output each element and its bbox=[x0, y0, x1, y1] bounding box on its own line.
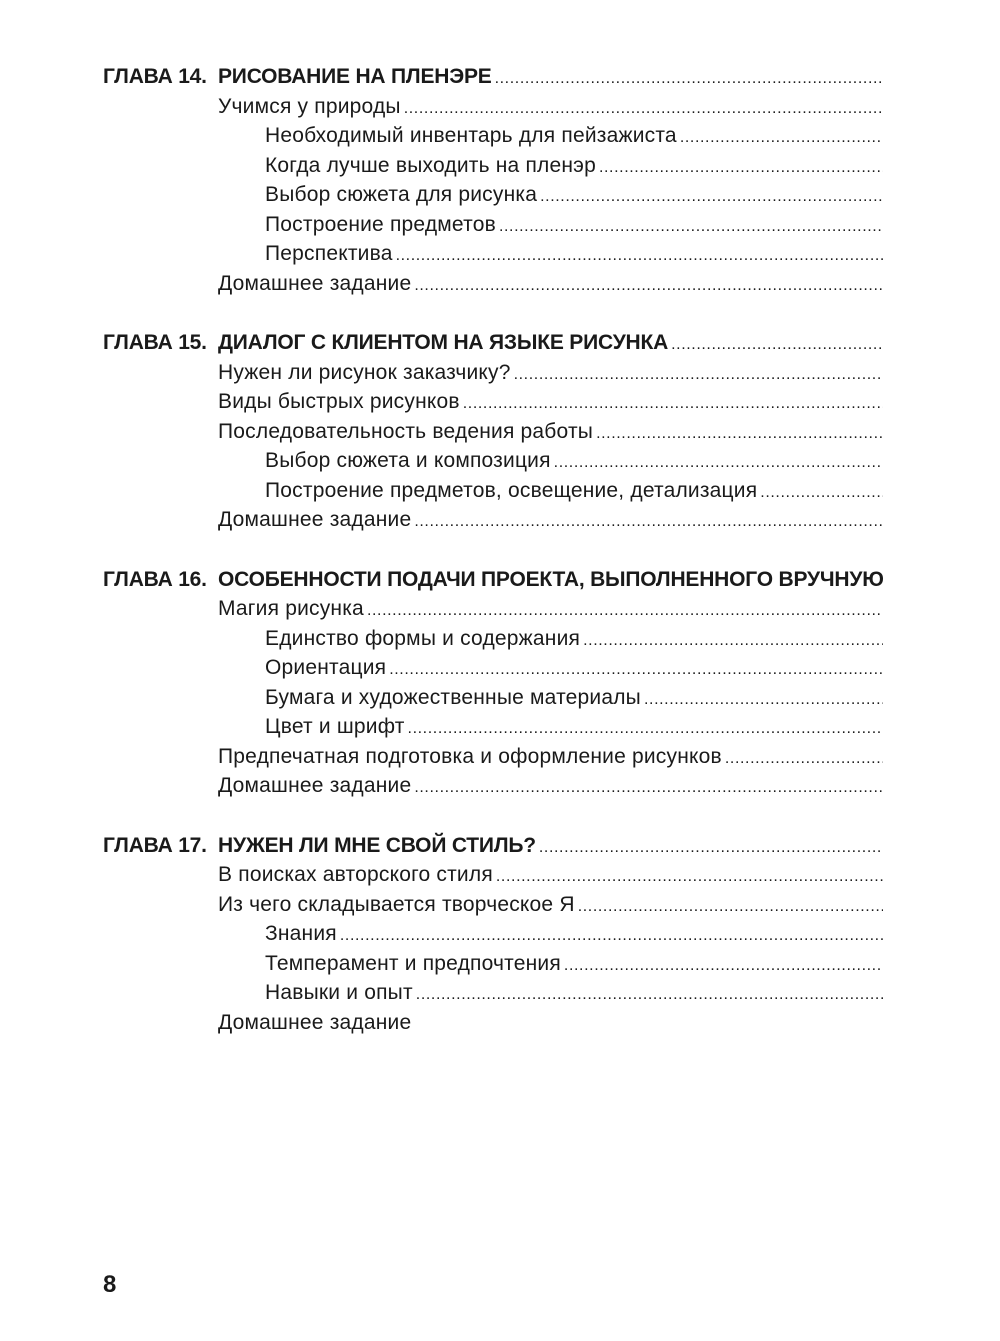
chapter-block bbox=[103, 328, 883, 535]
toc-subsection-entry[interactable] bbox=[103, 239, 883, 269]
toc-subsection-entry[interactable] bbox=[103, 653, 883, 683]
entry-title: Когда лучше выходить на пленэр bbox=[265, 153, 596, 177]
chapter-title: ОСОБЕННОСТИ ПОДАЧИ ПРОЕКТА, ВЫПОЛНЕННОГО ВРУЧНУЮ bbox=[218, 567, 884, 591]
toc-section-entry[interactable] bbox=[103, 387, 883, 417]
entry-title: Домашнее задание bbox=[218, 508, 412, 531]
entry-title: Знания bbox=[265, 922, 337, 945]
dot-leader bbox=[514, 360, 883, 390]
dot-leader bbox=[367, 596, 883, 626]
chapter-heading[interactable] bbox=[103, 831, 883, 861]
dot-leader bbox=[540, 182, 883, 212]
toc-section-entry[interactable] bbox=[103, 771, 883, 801]
chapter-block bbox=[103, 62, 883, 298]
chapter-title: ДИАЛОГ С КЛИЕНТОМ НА ЯЗЫКЕ РИСУНКА bbox=[218, 331, 669, 354]
chapter-number: ГЛАВА 17. bbox=[103, 833, 207, 857]
entry-title: Необходимый инвентарь для пейзажиста bbox=[265, 124, 677, 147]
dot-leader bbox=[496, 862, 883, 892]
entry-title: Виды быстрых рисунков bbox=[218, 390, 460, 413]
toc-subsection-entry[interactable] bbox=[103, 210, 883, 240]
toc-section-entry[interactable] bbox=[103, 92, 883, 122]
chapter-heading[interactable] bbox=[103, 565, 883, 595]
toc-section-entry[interactable] bbox=[103, 742, 883, 772]
entry-title: Домашнее задание bbox=[218, 1010, 412, 1034]
dot-leader bbox=[416, 980, 883, 1010]
table-of-contents bbox=[103, 62, 883, 1067]
dot-leader bbox=[463, 389, 883, 419]
entry-title: Нужен ли рисунок заказчику? bbox=[218, 360, 511, 384]
entry-title: В поисках авторского стиля bbox=[218, 863, 493, 886]
dot-leader bbox=[414, 271, 883, 301]
toc-subsection-entry[interactable] bbox=[103, 180, 883, 210]
entry-title: Построение предметов, освещение, детализация bbox=[265, 478, 758, 502]
dot-leader bbox=[578, 892, 883, 922]
entry-title: Построение предметов bbox=[265, 212, 496, 236]
toc-subsection-entry[interactable] bbox=[103, 121, 883, 151]
dot-leader bbox=[596, 419, 883, 449]
toc-subsection-entry[interactable] bbox=[103, 949, 883, 979]
entry-title: Темперамент и предпочтения bbox=[265, 951, 561, 975]
toc-section-entry[interactable] bbox=[103, 860, 883, 890]
dot-leader bbox=[644, 685, 883, 715]
entry-title: Предпечатная подготовка и оформление рисунков bbox=[218, 744, 722, 768]
dot-leader bbox=[495, 64, 883, 94]
toc-section-entry[interactable] bbox=[103, 890, 883, 920]
dot-leader bbox=[414, 773, 883, 803]
chapter-number: ГЛАВА 14. bbox=[103, 65, 207, 88]
dot-leader bbox=[760, 478, 883, 508]
dot-leader bbox=[396, 241, 883, 271]
toc-section-entry[interactable] bbox=[103, 505, 883, 535]
toc-subsection-entry[interactable] bbox=[103, 624, 883, 654]
dot-leader bbox=[583, 626, 883, 656]
dot-leader bbox=[340, 921, 883, 951]
dot-leader bbox=[725, 744, 883, 774]
dot-leader bbox=[671, 330, 883, 360]
toc-section-entry[interactable] bbox=[103, 358, 883, 388]
entry-title: Домашнее задание bbox=[218, 774, 412, 797]
toc-subsection-entry[interactable] bbox=[103, 476, 883, 506]
entry-title: Последовательность ведения работы bbox=[218, 419, 594, 443]
entry-title: Магия рисунка bbox=[218, 597, 364, 620]
dot-leader bbox=[539, 833, 883, 863]
chapter-heading[interactable] bbox=[103, 62, 883, 92]
toc-subsection-entry[interactable] bbox=[103, 683, 883, 713]
chapter-block bbox=[103, 565, 883, 801]
toc-subsection-entry[interactable] bbox=[103, 151, 883, 181]
dot-leader bbox=[414, 507, 883, 537]
toc-section-entry[interactable] bbox=[103, 417, 883, 447]
chapter-heading[interactable] bbox=[103, 328, 883, 358]
entry-title: Цвет и шрифт bbox=[265, 715, 405, 738]
entry-title: Навыки и опыт bbox=[265, 981, 413, 1004]
toc-subsection-entry[interactable] bbox=[103, 712, 883, 742]
dot-leader bbox=[499, 212, 883, 242]
entry-title: Выбор сюжета для рисунка bbox=[265, 183, 538, 206]
entry-title: Единство формы и содержания bbox=[265, 626, 581, 650]
toc-section-entry[interactable] bbox=[103, 594, 883, 624]
chapter-number: ГЛАВА 15. bbox=[103, 331, 207, 354]
entry-title: Ориентация bbox=[265, 656, 387, 679]
toc-section-entry[interactable] bbox=[103, 269, 883, 299]
chapter-title: НУЖЕН ЛИ МНЕ СВОЙ СТИЛЬ? bbox=[218, 833, 536, 857]
dot-leader bbox=[564, 951, 883, 981]
toc-subsection-entry[interactable] bbox=[103, 446, 883, 476]
chapter-block bbox=[103, 831, 883, 1038]
dot-leader bbox=[408, 714, 883, 744]
toc-section-entry[interactable] bbox=[103, 1008, 883, 1038]
page-number: 8 bbox=[103, 1271, 117, 1298]
chapter-title: РИСОВАНИЕ НА ПЛЕНЭРЕ bbox=[218, 65, 492, 88]
dot-leader bbox=[404, 94, 883, 124]
entry-title: Учимся у природы bbox=[218, 94, 401, 118]
entry-title: Перспектива bbox=[265, 242, 393, 265]
entry-title: Выбор сюжета и композиция bbox=[265, 449, 551, 472]
entry-title: Из чего складывается творческое Я bbox=[218, 892, 575, 916]
dot-leader bbox=[554, 448, 883, 478]
chapter-number: ГЛАВА 16. bbox=[103, 567, 207, 591]
toc-subsection-entry[interactable] bbox=[103, 978, 883, 1008]
dot-leader bbox=[389, 655, 883, 685]
dot-leader bbox=[599, 153, 883, 183]
entry-title: Бумага и художественные материалы bbox=[265, 685, 641, 709]
toc-subsection-entry[interactable] bbox=[103, 919, 883, 949]
dot-leader bbox=[680, 123, 883, 153]
entry-title: Домашнее задание bbox=[218, 271, 412, 295]
